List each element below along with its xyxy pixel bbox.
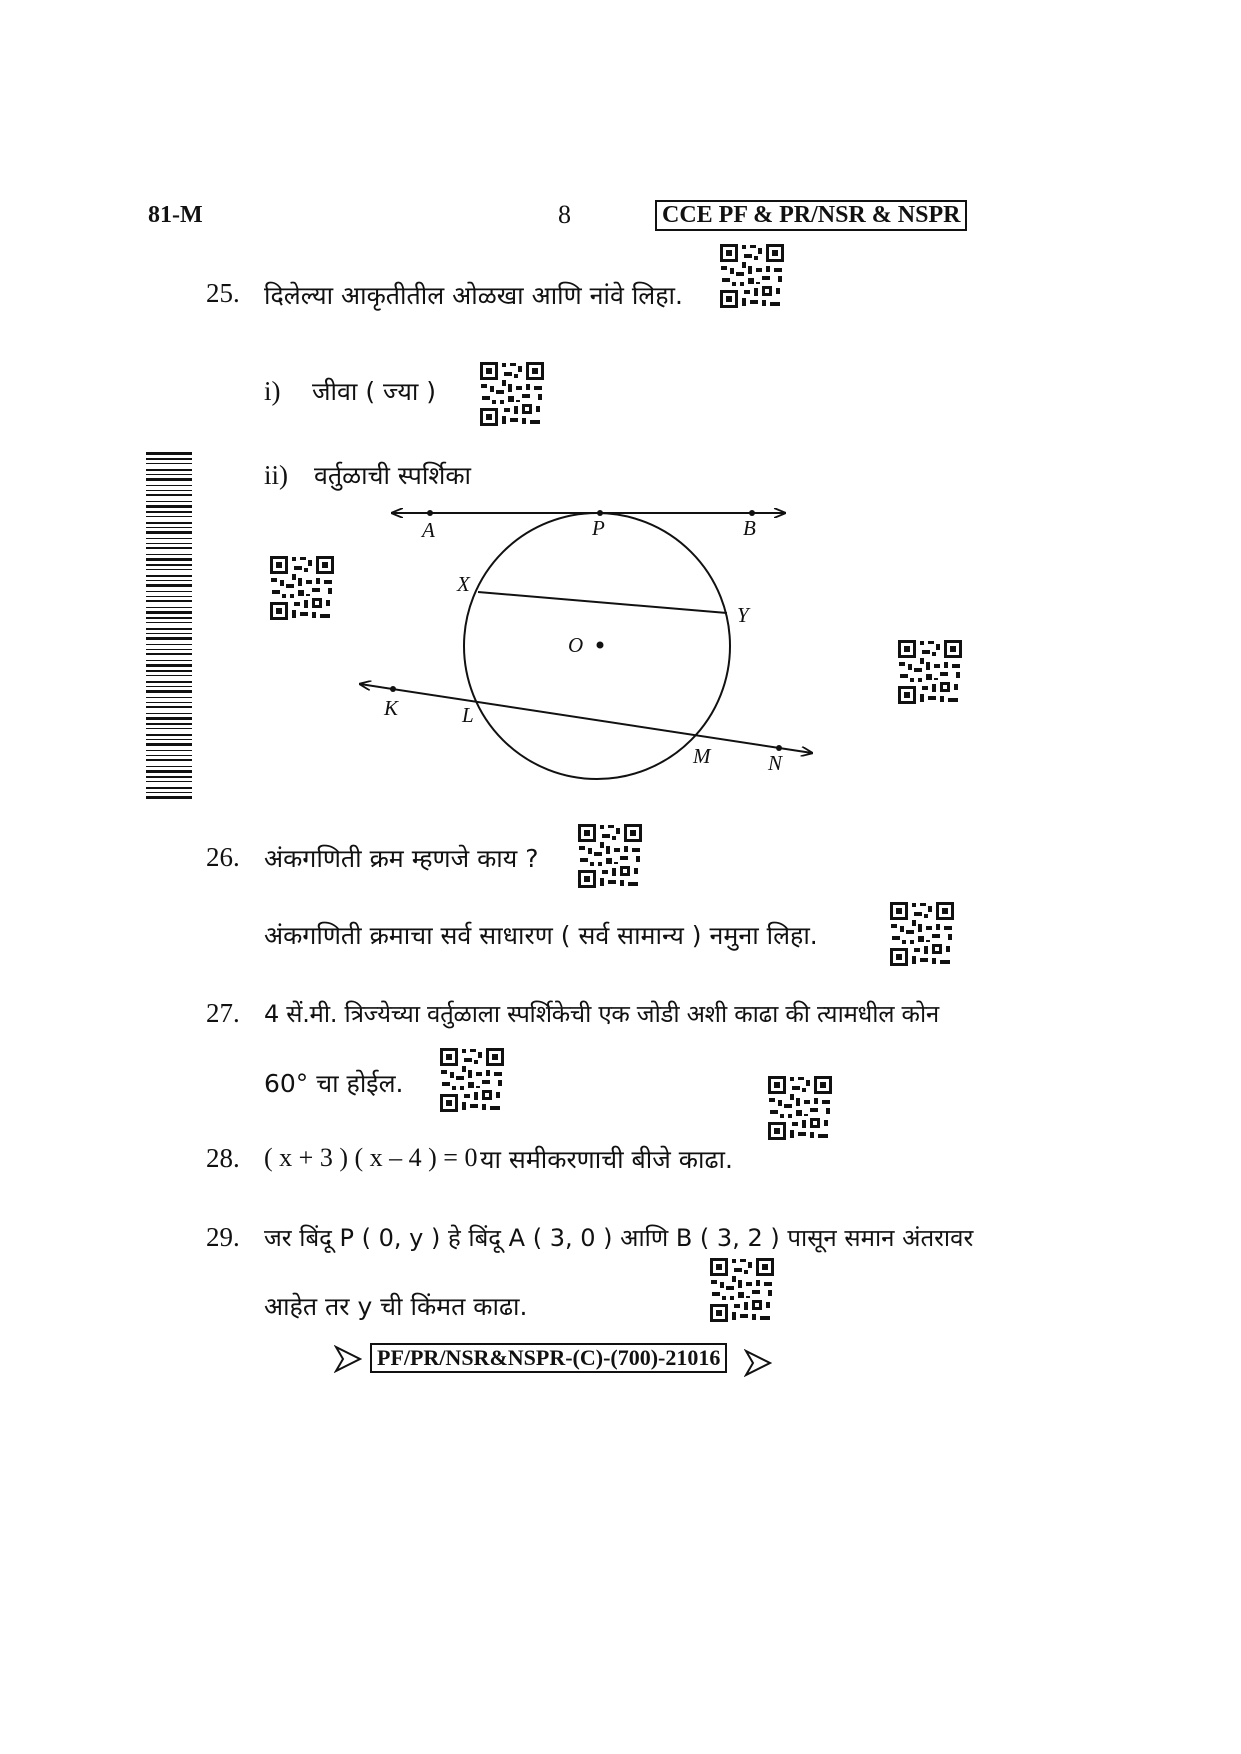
label-l: L <box>462 703 474 727</box>
label-b: B <box>743 516 756 540</box>
qr-code-icon <box>268 554 336 622</box>
question-number: 25. <box>206 278 240 308</box>
point-k <box>390 686 396 692</box>
label-o: O <box>568 633 584 657</box>
qr-code-icon <box>766 1074 834 1142</box>
point-a <box>427 510 433 516</box>
arrow-right-icon <box>744 1348 772 1378</box>
question-text: 4 सें.मी. त्रिज्येच्या वर्तुळाला स्पर्शिकेची एक जोडी अशी काढा की त्यामधील कोन <box>264 1000 939 1028</box>
question-text: अंकगणिती क्रमाचा सर्व साधारण ( सर्व सामान्य ) नमुना लिहा. <box>264 921 818 950</box>
label-y: Y <box>737 603 749 627</box>
circle-figure <box>340 495 830 795</box>
secant-line-kn <box>360 684 812 753</box>
qr-code-icon <box>718 242 786 310</box>
item-text: जीवा ( ज्या ) <box>312 377 437 406</box>
label-n: N <box>768 751 783 775</box>
question-text: आहेत तर y ची किंमत काढा. <box>264 1292 528 1321</box>
item-label: i) <box>264 376 281 406</box>
chord-xy <box>478 592 727 613</box>
question-text: 60° चा होईल. <box>264 1069 404 1098</box>
question-number: 27. <box>206 998 240 1028</box>
qr-code-icon <box>896 638 964 706</box>
qr-code-icon <box>708 1256 776 1324</box>
footer-code: PF/PR/NSR&NSPR-(C)-(700)-21016 <box>370 1343 727 1373</box>
question-number: 28. <box>206 1143 240 1173</box>
question-text: दिलेल्या आकृतीतील ओळखा आणि नांवे लिहा. <box>264 281 683 310</box>
question-number: 29. <box>206 1222 240 1252</box>
item-text: वर्तुळाची स्पर्शिका <box>314 461 471 490</box>
item-label: ii) <box>264 460 288 490</box>
label-a: A <box>422 518 435 542</box>
question-text: या समीकरणाची बीजे काढा. <box>480 1145 733 1174</box>
arrow-right-icon <box>334 1344 362 1374</box>
label-x: X <box>457 572 470 596</box>
label-k: K <box>384 696 399 720</box>
label-p: P <box>592 516 605 540</box>
paper-code-right: CCE PF & PR/NSR & NSPR <box>655 200 967 231</box>
equation: ( x + 3 ) ( x – 4 ) = 0 <box>264 1143 478 1172</box>
qr-code-icon <box>438 1046 506 1114</box>
qr-code-icon <box>888 900 956 968</box>
question-number: 26. <box>206 842 240 872</box>
page-number: 8 <box>558 200 571 229</box>
label-m: M <box>693 744 711 768</box>
paper-code-left: 81-M <box>148 202 203 228</box>
qr-code-icon <box>478 360 546 428</box>
question-text: जर बिंदू P ( 0, y ) हे बिंदू A ( 3, 0 ) आणि B ( 3, 2 ) पासून समान अंतरावर <box>264 1224 974 1252</box>
point-o <box>597 642 604 649</box>
barcode <box>146 452 192 802</box>
qr-code-icon <box>576 822 644 890</box>
question-text: अंकगणिती क्रम म्हणजे काय ? <box>264 844 539 873</box>
